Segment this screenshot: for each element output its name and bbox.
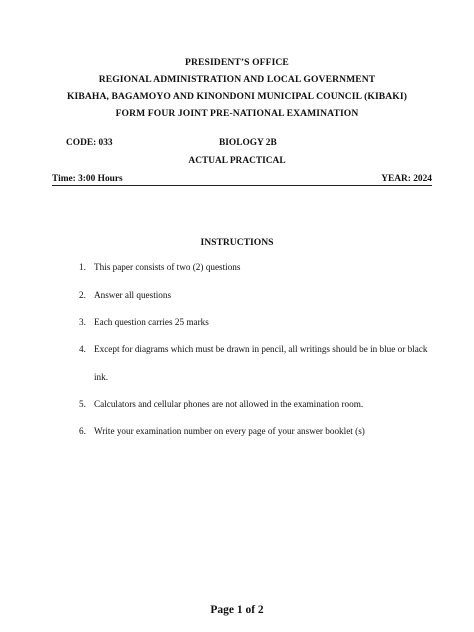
exam-code: CODE: 033	[66, 138, 113, 148]
instruction-item	[79, 289, 171, 301]
exam-time: Time: 3:00 Hours	[52, 174, 123, 184]
instruction-continuation: ink.	[94, 372, 109, 382]
instruction-item	[79, 261, 240, 273]
header-council: KIBAHA, BAGAMOYO AND KINONDONI MUNICIPAL COUNCIL (KIBAKI)	[67, 91, 407, 102]
instruction-number: 3.	[79, 317, 86, 327]
instruction-number: 5.	[79, 399, 86, 409]
instruction-number: 6.	[79, 426, 86, 436]
page-number: Page 1 of 2	[210, 604, 264, 616]
instruction-item	[79, 316, 209, 328]
header-exam-name: FORM FOUR JOINT PRE-NATIONAL EXAMINATION	[115, 108, 359, 119]
instruction-text: Calculators and cellular phones are not allowed in the examination room.	[94, 399, 364, 409]
instruction-text: Each question carries 25 marks	[94, 317, 209, 327]
exam-subject: BIOLOGY 2B	[219, 138, 277, 148]
instruction-number: 2.	[79, 290, 86, 300]
exam-year: YEAR: 2024	[381, 174, 432, 184]
instruction-item	[79, 343, 427, 355]
instruction-number: 4.	[79, 344, 86, 354]
header-office: PRESIDENT’S OFFICE	[185, 57, 289, 68]
instruction-item	[79, 425, 365, 437]
exam-practical: ACTUAL PRACTICAL	[188, 156, 286, 166]
header-divider	[52, 185, 432, 186]
instruction-text: Answer all questions	[94, 290, 172, 300]
header-ministry: REGIONAL ADMINISTRATION AND LOCAL GOVERNMENT	[98, 74, 376, 85]
instruction-text: This paper consists of two (2) questions	[94, 262, 241, 272]
instruction-text: Write your examination number on every page of your answer booklet (s)	[94, 426, 365, 436]
instruction-text: Except for diagrams which must be drawn in pencil, all writings should be in blue or black	[94, 344, 428, 354]
instructions-title: INSTRUCTIONS	[200, 237, 274, 248]
instruction-number: 1.	[79, 262, 86, 272]
instruction-item	[79, 398, 363, 410]
